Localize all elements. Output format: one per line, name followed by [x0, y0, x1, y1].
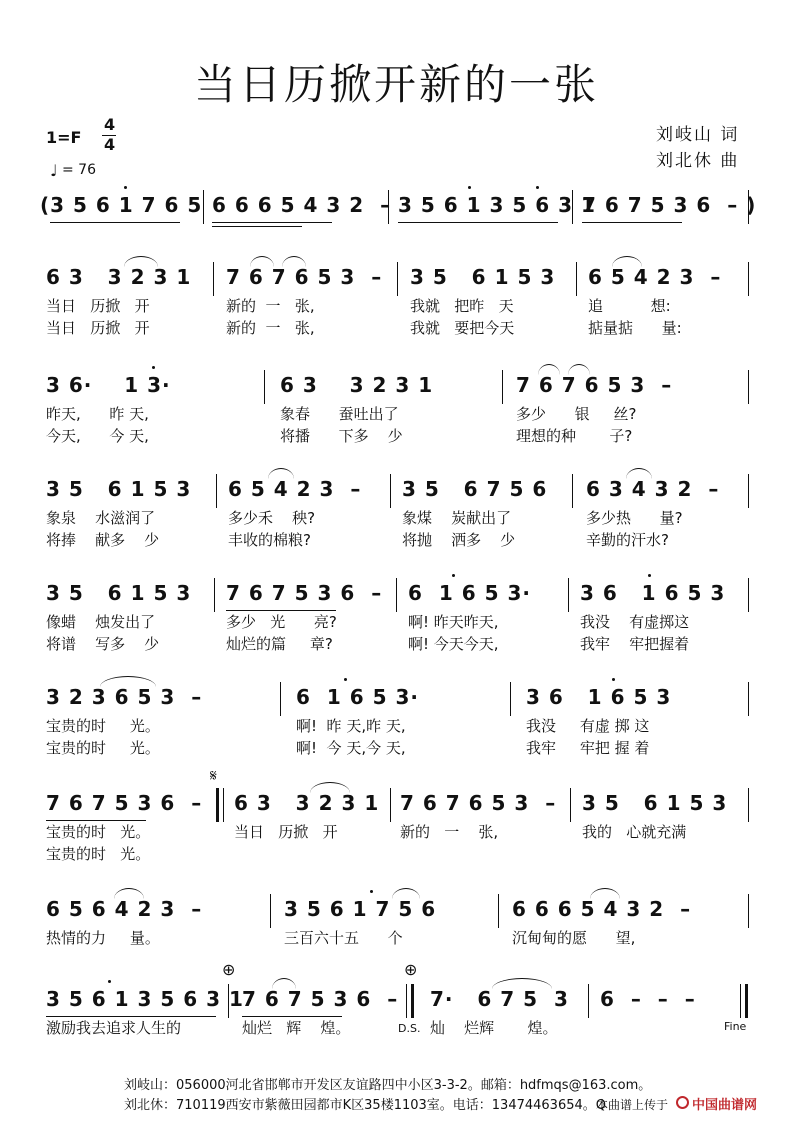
barline	[572, 190, 573, 224]
measure: 7 6 7 6 5 3 –	[516, 373, 673, 397]
measure: 3 5 6 1 5 3	[410, 265, 556, 289]
lyric-line-2: 灿烂的篇 章?	[226, 635, 333, 653]
barline	[213, 262, 214, 296]
measure: 6 5 6 4 2 3 –	[46, 897, 203, 921]
measure: 6 3 3 2 3 1	[46, 265, 192, 289]
lyric-line-2: 宝贵的时 光。	[46, 739, 160, 757]
barline	[264, 370, 265, 404]
site-logo-icon	[676, 1096, 689, 1109]
beam-underline	[212, 226, 302, 227]
beam-underline	[242, 1016, 342, 1017]
quarter-note-icon: ♩	[50, 161, 58, 180]
lyric-line-1: 当日 历掀 开	[46, 297, 150, 315]
barline	[748, 788, 749, 822]
high-octave-dot	[612, 678, 615, 681]
lyric-line-2: 将捧 献多 少	[46, 531, 160, 549]
barline	[588, 984, 589, 1018]
measure: 3 2 3 6 5 3 –	[46, 685, 203, 709]
barline	[396, 578, 397, 612]
lyric-line-1: 宝贵的时 光。	[46, 717, 160, 735]
slur	[392, 888, 420, 899]
lyric-line-1: 我没 有虚掷这	[580, 613, 690, 631]
slur	[626, 468, 652, 479]
composer-credit: 刘北休 曲	[656, 151, 740, 171]
footer-contact-lyricist: 刘岐山：056000河北省邯郸市开发区友谊路四中小区3-3-2。邮箱：hdfmqs@163.com。	[124, 1078, 652, 1093]
high-octave-dot	[468, 186, 471, 189]
slur	[590, 888, 620, 899]
lyric-line-1: 象泉 水滋润了	[46, 509, 156, 527]
measure: 6 – – –	[600, 987, 696, 1011]
slur	[310, 782, 350, 793]
measure: 3 6 1 6 5 3	[526, 685, 672, 709]
barline	[397, 262, 398, 296]
time-signature-bottom: 4	[104, 135, 116, 154]
measure: 6 3 3 2 3 1	[234, 791, 380, 815]
lyric-line-1: 我的 心就充满	[582, 823, 687, 841]
lyric-line-2: 我牢 牢把 握 着	[526, 739, 650, 757]
upload-note: 本曲谱上传于	[596, 1098, 669, 1112]
segno-icon: 𝄋	[210, 766, 217, 785]
lyric-line-2: 理想的种 子?	[516, 427, 633, 445]
song-title: 当日历掀开新的一张	[193, 60, 599, 109]
lyric-line-1: 灿 烂辉 煌。	[430, 1019, 558, 1037]
measure: 6 1 6 5 3·	[408, 581, 531, 605]
barline	[572, 474, 573, 508]
barline	[390, 788, 391, 822]
lyric-line-2: 掂量掂 量:	[588, 319, 682, 337]
barline	[748, 578, 749, 612]
lyric-line-1: 象春 蚕吐出了	[280, 405, 399, 423]
measure: 7 6 7 6 5 3 –	[400, 791, 557, 815]
high-octave-dot	[344, 678, 347, 681]
lyric-line-1: 新的 一 张,	[400, 823, 499, 841]
lyric-line-1: 多少 银 丝?	[516, 405, 637, 423]
beam-underline	[46, 1016, 216, 1017]
lyric-line-2: 新的 一 张,	[226, 319, 315, 337]
measure: 6 6 6 5 4 3 2 –	[512, 897, 692, 921]
lyric-line-1: 新的 一 张,	[226, 297, 315, 315]
slur	[538, 364, 560, 375]
lyric-line-1: 啊! 昨天昨天,	[408, 613, 499, 631]
repeat-barline	[216, 788, 224, 822]
fine-marking: Fine	[724, 1020, 747, 1033]
measure: 6 5 4 2 3 –	[228, 477, 362, 501]
measure: 6 3 3 2 3 1	[280, 373, 434, 397]
tempo-marking: = 76	[62, 162, 96, 178]
barline	[388, 190, 389, 224]
lyric-line-1: 热情的力 量。	[46, 929, 160, 947]
beam-underline	[582, 222, 682, 223]
high-octave-dot	[452, 574, 455, 577]
measure: 3 5 6 1 5 3	[46, 477, 192, 501]
measure: 7 6 7 6 5 3 –	[226, 265, 383, 289]
slur	[272, 978, 296, 989]
beam-underline	[398, 222, 558, 223]
measure: 3 5 6 1 3 5 6 3 1	[398, 193, 596, 217]
lyric-line-2: 我就 要把今天	[410, 319, 515, 337]
measure: 7 6 7 5 3 6 –	[46, 791, 203, 815]
measure: 7 6 7 5 3 6 – )	[582, 193, 757, 217]
barline	[748, 262, 749, 296]
ds-marking: D.S.	[398, 1022, 421, 1035]
barline	[270, 894, 271, 928]
footer-contact-composer: 刘北休：710119西安市紫薇田园都市K区35楼1103室。电话：13474463654。Q	[124, 1098, 606, 1113]
beam-underline	[46, 820, 146, 821]
slur	[250, 256, 274, 267]
key-signature: 1=F	[46, 128, 82, 147]
measure: 7 6 7 5 3 6 –	[242, 987, 399, 1011]
slur	[568, 364, 590, 375]
lyric-line-1: 多少禾 秧?	[228, 509, 316, 527]
measure: 3 5 6 1 7 5 6	[284, 897, 437, 921]
barline	[502, 370, 503, 404]
barline	[510, 682, 511, 716]
final-barline	[740, 984, 748, 1018]
measure: 7· 6 7 5 3	[430, 987, 569, 1011]
lyric-line-1: 宝贵的时 光。	[46, 823, 151, 841]
coda-icon: ⊕	[222, 960, 236, 979]
barline	[228, 984, 229, 1018]
barline	[748, 682, 749, 716]
lyric-line-2: 宝贵的时 光。	[46, 845, 151, 863]
lyric-line-1: 昨天, 昨 天,	[46, 405, 149, 423]
lyric-line-1: 激励我去追求人生的	[46, 1019, 182, 1037]
site-logo-text: 中国曲谱网	[692, 1098, 758, 1113]
barline	[203, 190, 204, 224]
lyric-line-2: 我牢 牢把握着	[580, 635, 690, 653]
measure: 3 5 6 7 5 6	[402, 477, 548, 501]
slur	[268, 468, 294, 479]
barline	[498, 894, 499, 928]
barline	[214, 578, 215, 612]
beam-underline	[50, 222, 180, 223]
lyric-line-2: 啊! 今 天,今 天,	[296, 739, 406, 757]
high-octave-dot	[152, 366, 155, 369]
lyric-line-2: 丰收的棉粮?	[228, 531, 311, 549]
lyric-line-1: 我没 有虚 掷 这	[526, 717, 650, 735]
beam-underline	[212, 222, 332, 223]
lyricist-credit: 刘岐山 词	[656, 125, 740, 145]
barline	[748, 370, 749, 404]
measure: 3 6· 1 3·	[46, 373, 171, 397]
high-octave-dot	[124, 186, 127, 189]
slur	[612, 256, 642, 267]
barline	[748, 474, 749, 508]
barline	[748, 190, 749, 224]
barline	[280, 682, 281, 716]
lyric-line-2: 将抛 洒多 少	[402, 531, 516, 549]
measure: 7 6 7 5 3 6 –	[226, 581, 383, 605]
high-octave-dot	[536, 186, 539, 189]
lyric-line-1: 三百六十五 个	[284, 929, 403, 947]
double-barline	[406, 984, 414, 1018]
lyric-line-2: 辛勤的汗水?	[586, 531, 669, 549]
lyric-line-2: 将谱 写多 少	[46, 635, 160, 653]
coda-icon: ⊕	[404, 960, 418, 979]
lyric-line-1: 啊! 昨 天,昨 天,	[296, 717, 406, 735]
lyric-line-1: 我就 把昨 天	[410, 297, 514, 315]
lyric-line-1: 追 想:	[588, 297, 671, 315]
lyric-line-2: 当日 历掀 开	[46, 319, 150, 337]
barline	[748, 894, 749, 928]
measure: 3 5 6 1 3 5 6 3 1	[46, 987, 244, 1011]
measure: 6 3 4 3 2 –	[586, 477, 720, 501]
slur	[114, 888, 144, 899]
barline	[570, 788, 571, 822]
barline	[390, 474, 391, 508]
lyric-line-1: 像蜡 烛发出了	[46, 613, 156, 631]
lyric-line-1: 当日 历掀 开	[234, 823, 338, 841]
barline	[216, 474, 217, 508]
measure: 3 5 6 1 5 3	[582, 791, 728, 815]
barline	[576, 262, 577, 296]
time-signature-top: 4	[104, 115, 116, 134]
measure: 3 6 1 6 5 3	[580, 581, 726, 605]
slur	[100, 676, 156, 687]
lyric-line-2: 啊! 今天今天,	[408, 635, 499, 653]
lyric-line-2: 将播 下多 少	[280, 427, 403, 445]
beam-underline	[226, 610, 336, 611]
slur	[124, 256, 158, 267]
lyric-line-1: 象煤 炭献出了	[402, 509, 512, 527]
lyric-line-2: 今天, 今 天,	[46, 427, 149, 445]
lyric-line-1: 多少 光 亮?	[226, 613, 337, 631]
lyric-line-1: 沉甸甸的愿 望,	[512, 929, 636, 947]
measure: 3 5 6 1 5 3	[46, 581, 192, 605]
measure: 6 5 4 2 3 –	[588, 265, 722, 289]
lyric-line-1: 灿烂 辉 煌。	[242, 1019, 351, 1037]
measure: 6 1 6 5 3·	[296, 685, 419, 709]
slur	[492, 978, 552, 989]
slur	[282, 256, 306, 267]
high-octave-dot	[648, 574, 651, 577]
high-octave-dot	[108, 980, 111, 983]
barline	[568, 578, 569, 612]
high-octave-dot	[370, 890, 373, 893]
measure: (3 5 6 1 7 6 5	[40, 193, 203, 217]
lyric-line-1: 多少热 量?	[586, 509, 683, 527]
measure: 6 6 6 5 4 3 2 –	[212, 193, 392, 217]
